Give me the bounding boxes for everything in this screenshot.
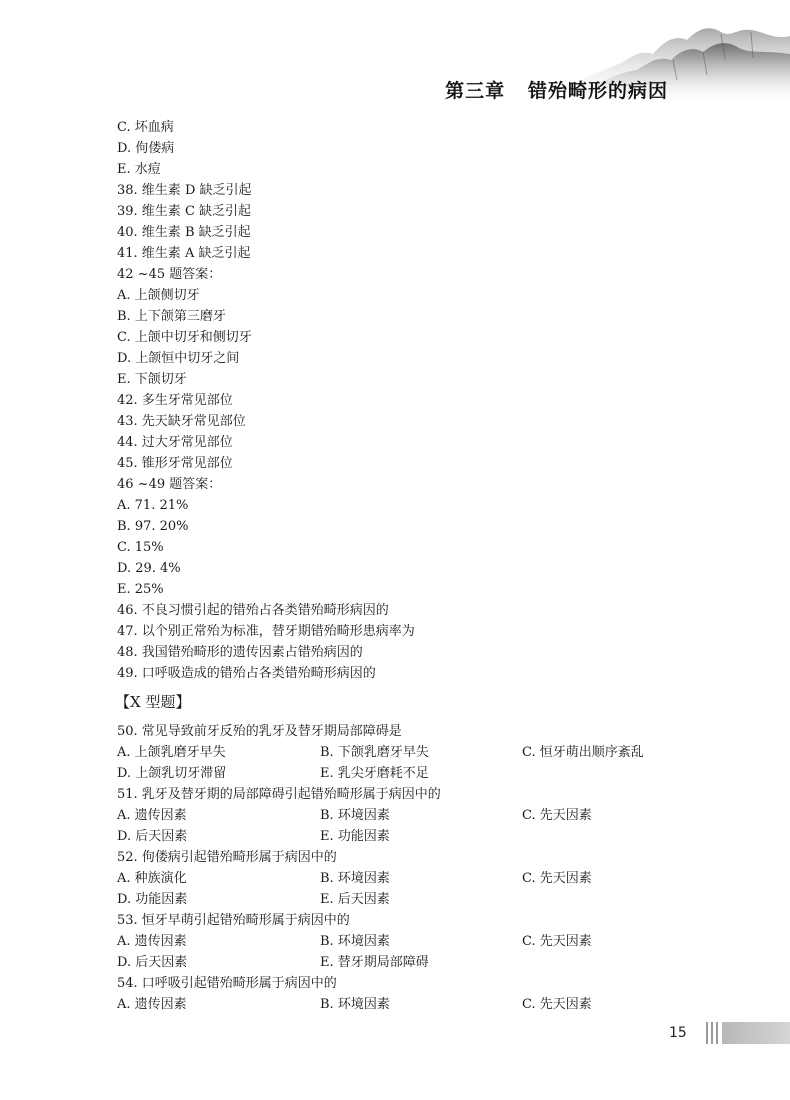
option-row: [117, 994, 757, 1015]
question-line: 42. 多生牙常见部位: [117, 393, 233, 408]
option-row: [117, 931, 757, 952]
option-a: A. 遗传因素: [117, 997, 187, 1012]
option-row: [117, 952, 757, 973]
option-row: [117, 763, 757, 784]
option-d: D. 上颌乳切牙滞留: [117, 766, 227, 781]
option-a: A. 种族演化: [117, 871, 187, 886]
option-a: A. 遗传因素: [117, 934, 187, 949]
question-line: 39. 维生素 C 缺乏引起: [117, 204, 252, 219]
question-line: 44. 过大牙常见部位: [117, 435, 233, 450]
option-row: [117, 868, 757, 889]
section-heading: 【X 型题】: [115, 693, 191, 711]
question-line: 47. 以个别正常殆为标准，替牙期错殆畸形患病率为: [117, 624, 415, 639]
question-line: 43. 先天缺牙常见部位: [117, 414, 246, 429]
option-row: [117, 889, 757, 910]
marker-tick: [711, 1022, 713, 1044]
option-row: [117, 826, 757, 847]
question-stem: 51. 乳牙及替牙期的局部障碍引起错殆畸形属于病因中的: [117, 787, 441, 802]
page-marker-bar: [706, 1022, 790, 1044]
option-b: B. 环境因素: [320, 871, 390, 886]
option-line: C. 上颌中切牙和侧切牙: [117, 330, 252, 345]
option-row: [117, 742, 757, 763]
option-e: E. 后天因素: [320, 892, 390, 907]
question-line: 45. 锥形牙常见部位: [117, 456, 233, 471]
option-line: C. 15%: [117, 540, 164, 555]
option-line: A. 上颌侧切牙: [117, 288, 200, 303]
option-line: E. 25%: [117, 582, 164, 597]
option-e: E. 替牙期局部障碍: [320, 955, 429, 970]
option-line: B. 97. 20%: [117, 519, 189, 534]
option-line: C. 坏血病: [117, 120, 174, 135]
option-c: C. 先天因素: [522, 934, 592, 949]
option-b: B. 环境因素: [320, 934, 390, 949]
chapter-title: 第三章 错殆畸形的病因: [445, 80, 668, 102]
marker-tick: [716, 1022, 718, 1044]
option-e: E. 乳尖牙磨耗不足: [320, 766, 429, 781]
question-line: 41. 维生素 A 缺乏引起: [117, 246, 251, 261]
question-line: 46. 不良习惯引起的错殆占各类错殆畸形病因的: [117, 603, 389, 618]
question-stem: 53. 恒牙早萌引起错殆畸形属于病因中的: [117, 913, 350, 928]
page-number: 15: [669, 1025, 687, 1041]
marker-tick: [706, 1022, 708, 1044]
option-line: A. 71. 21%: [117, 498, 189, 513]
option-line: D. 上颌恒中切牙之间: [117, 351, 240, 366]
option-b: B. 环境因素: [320, 808, 390, 823]
answer-group-heading: 46 ~49 题答案：: [117, 477, 222, 492]
option-c: C. 先天因素: [522, 871, 592, 886]
option-a: A. 上颌乳磨牙早失: [117, 745, 226, 760]
option-d: D. 后天因素: [117, 829, 188, 844]
option-d: D. 功能因素: [117, 892, 188, 907]
option-b: B. 环境因素: [320, 997, 390, 1012]
question-line: 49. 口呼吸造成的错殆占各类错殆畸形病因的: [117, 666, 376, 681]
option-c: C. 先天因素: [522, 808, 592, 823]
answer-group-heading: 42 ~45 题答案：: [117, 267, 222, 282]
question-line: 40. 维生素 B 缺乏引起: [117, 225, 251, 240]
option-e: E. 功能因素: [320, 829, 390, 844]
question-stem: 54. 口呼吸引起错殆畸形属于病因中的: [117, 976, 337, 991]
question-line: 38. 维生素 D 缺乏引起: [117, 183, 252, 198]
question-line: 48. 我国错殆畸形的遗传因素占错殆病因的: [117, 645, 363, 660]
question-stem: 50. 常见导致前牙反殆的乳牙及替牙期局部障碍是: [117, 724, 402, 739]
option-c: C. 先天因素: [522, 997, 592, 1012]
option-line: D. 29. 4%: [117, 561, 181, 576]
option-line: E. 水痘: [117, 162, 161, 177]
option-line: B. 上下颌第三磨牙: [117, 309, 226, 324]
option-c: C. 恒牙萌出顺序紊乱: [522, 745, 644, 760]
option-line: D. 佝偻病: [117, 141, 175, 156]
question-stem: 52. 佝偻病引起错殆畸形属于病因中的: [117, 850, 337, 865]
option-b: B. 下颌乳磨牙早失: [320, 745, 429, 760]
option-d: D. 后天因素: [117, 955, 188, 970]
option-line: E. 下颌切牙: [117, 372, 187, 387]
page-content: [117, 117, 757, 1015]
option-a: A. 遗传因素: [117, 808, 187, 823]
option-row: [117, 805, 757, 826]
marker-bar: [722, 1022, 790, 1044]
